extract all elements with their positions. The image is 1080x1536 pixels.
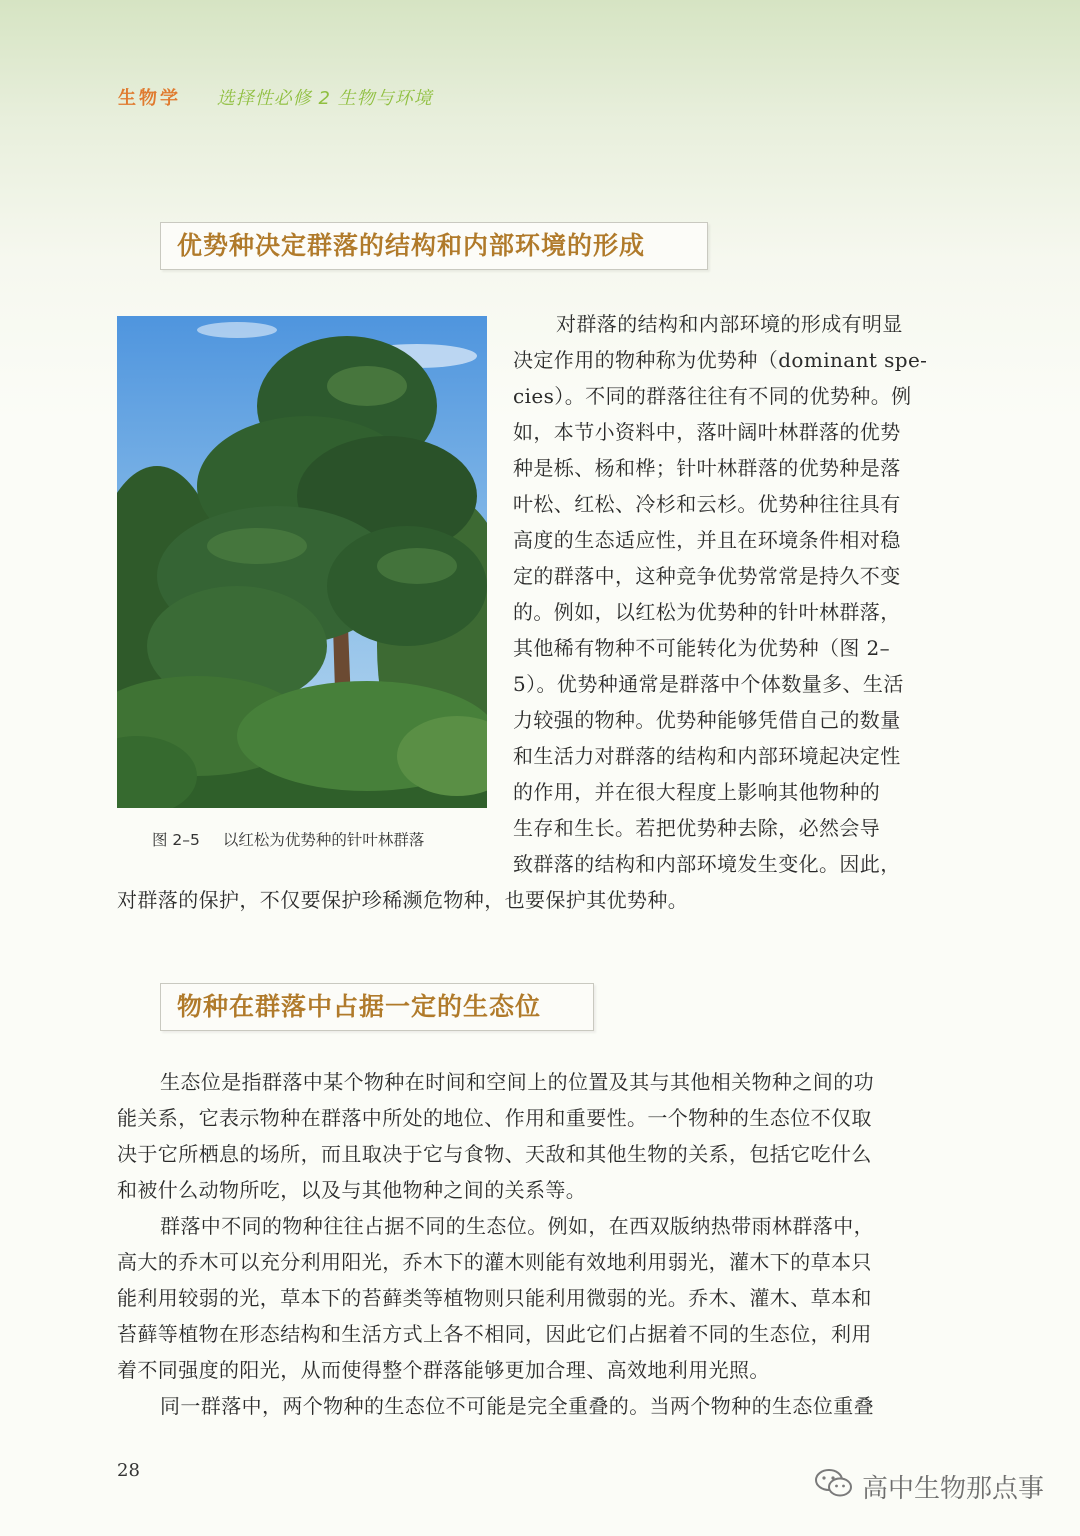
- section-heading-dominant-species: 优势种决定群落的结构和内部环境的形成: [160, 222, 708, 270]
- body-line: 高度的生态适应性，并且在环境条件相对稳: [513, 528, 901, 552]
- body-line: 和被什么动物所吃，以及与其他物种之间的关系等。: [117, 1178, 587, 1202]
- body-line: 生态位是指群落中某个物种在时间和空间上的位置及其与其他相关物种之间的功: [160, 1070, 874, 1094]
- running-header: [118, 84, 433, 110]
- body-line: 高大的乔木可以充分利用阳光，乔木下的灌木则能有效地利用弱光，灌木下的草本只: [117, 1250, 872, 1274]
- body-line: 叶松、红松、冷杉和云杉。优势种往往具有: [513, 492, 901, 516]
- body-line: 和生活力对群落的结构和内部环境起决定性: [513, 744, 901, 768]
- pine-forest-photo: [117, 316, 487, 808]
- body-line: 能关系，它表示物种在群落中所处的地位、作用和重要性。一个物种的生态位不仅取: [117, 1106, 872, 1130]
- body-line: 种是栎、杨和桦；针叶林群落的优势种是落: [513, 456, 901, 480]
- body-line: 力较强的物种。优势种能够凭借自己的数量: [513, 708, 901, 732]
- body-line: 的作用，并在很大程度上影响其他物种的: [513, 780, 881, 804]
- body-line: 能利用较弱的光，草本下的苔藓类等植物则只能利用微弱的光。乔木、灌木、草本和: [117, 1286, 872, 1310]
- body-line: 决定作用的物种称为优势种（dominant spe-: [513, 348, 928, 372]
- body-line: 决于它所栖息的场所，而且取决于它与食物、天敌和其他生物的关系，包括它吃什么: [117, 1142, 872, 1166]
- body-line: 致群落的结构和内部环境发生变化。因此，: [513, 852, 901, 876]
- body-line: 5）。优势种通常是群落中个体数量多、生活: [513, 672, 904, 696]
- figure-caption-text: 以红松为优势种的针叶林群落: [222, 831, 425, 849]
- body-line: 的。例如，以红松为优势种的针叶林群落，: [513, 600, 901, 624]
- body-line: 其他稀有物种不可能转化为优势种（图 2–: [513, 636, 891, 660]
- body-line: 对群落的结构和内部环境的形成有明显: [556, 312, 903, 336]
- watermark: [814, 1468, 1044, 1505]
- figure-number: 图 2–5: [152, 831, 200, 849]
- body-line: 对群落的保护，不仅要保护珍稀濒危物种，也要保护其优势种。: [117, 888, 689, 912]
- body-line: 苔藓等植物在形态结构和生活方式上各不相同，因此它们占据着不同的生态位，利用: [117, 1322, 872, 1346]
- body-line: 定的群落中，这种竞争优势常常是持久不变: [513, 564, 901, 588]
- body-line: 同一群落中，两个物种的生态位不可能是完全重叠的。当两个物种的生态位重叠: [160, 1394, 874, 1418]
- header-course: 选择性必修 2 生物与环境: [216, 88, 433, 109]
- body-line: 生存和生长。若把优势种去除，必然会导: [513, 816, 881, 840]
- header-subject: 生物学: [118, 88, 181, 109]
- figure-caption: [152, 828, 424, 850]
- body-line: 着不同强度的阳光，从而使得整个群落能够更加合理、高效地利用光照。: [117, 1358, 770, 1382]
- page-number: 28: [117, 1460, 140, 1481]
- body-line: 群落中不同的物种往往占据不同的生态位。例如，在西双版纳热带雨林群落中，: [160, 1214, 874, 1238]
- body-line: cies）。不同的群落往往有不同的优势种。例: [513, 384, 912, 408]
- body-line: 如，本节小资料中，落叶阔叶林群落的优势: [513, 420, 901, 444]
- watermark-text: 高中生物那点事: [861, 1474, 1044, 1504]
- section-heading-niche: 物种在群落中占据一定的生态位: [160, 983, 594, 1031]
- wechat-icon: [814, 1468, 854, 1505]
